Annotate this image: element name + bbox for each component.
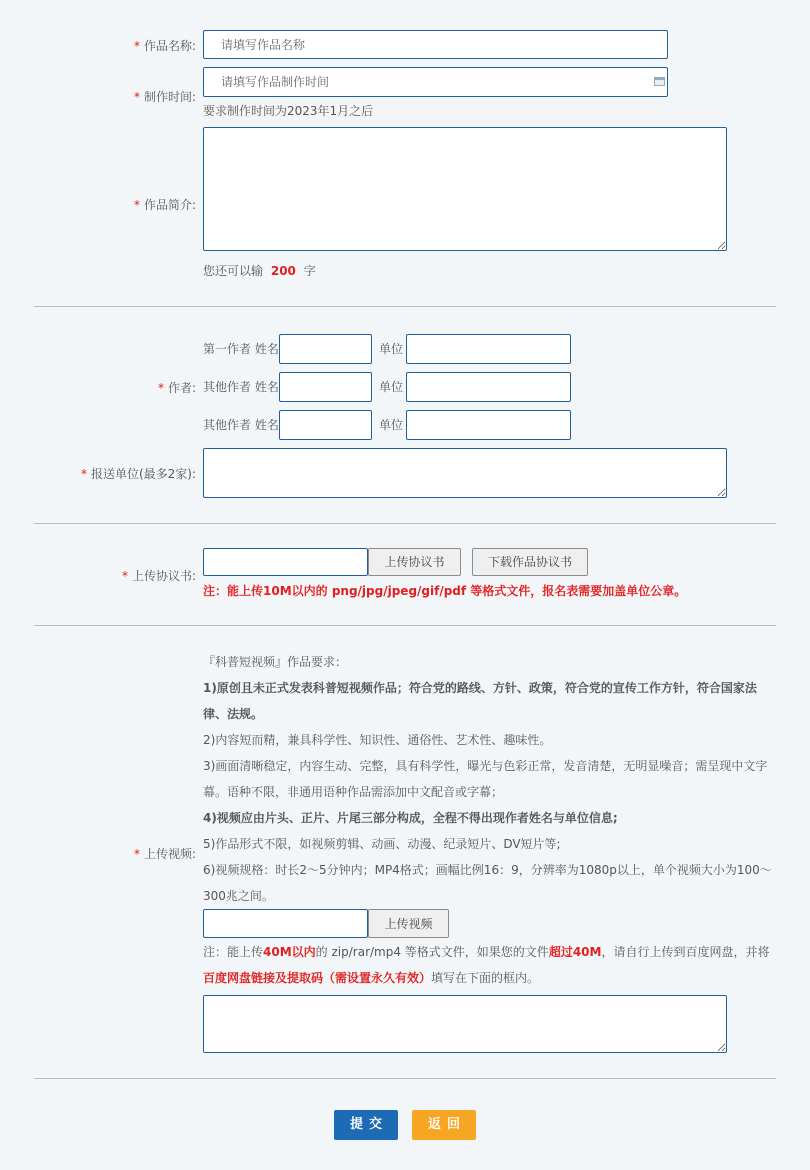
agreement-label: * 上传协议书: — [121, 569, 196, 583]
make-time-input[interactable] — [203, 67, 668, 97]
author-name-input[interactable] — [279, 372, 372, 402]
author-name-input[interactable] — [279, 410, 372, 440]
required-mark: * — [121, 569, 128, 583]
submit-button[interactable]: 提交 — [334, 1110, 398, 1140]
video-requirement-4: 4)视频应由片头、正片、片尾三部分构成，全程不得出现作者姓名与单位信息; — [203, 811, 618, 825]
author-name-input[interactable] — [279, 334, 372, 364]
make-time-hint: 要求制作时间为2023年1月之后 — [203, 104, 374, 118]
author-unit-input[interactable] — [406, 372, 571, 402]
back-button[interactable]: 返回 — [412, 1110, 476, 1140]
section-divider — [34, 523, 776, 524]
work-name-label: * 作品名称: — [133, 39, 196, 53]
section-divider — [34, 625, 776, 626]
video-requirement-2: 2)内容短而精，兼具科学性、知识性、通俗性、艺术性、趣味性。 — [203, 733, 552, 747]
author-name-label: 第一作者 姓名 — [203, 342, 279, 356]
intro-textarea[interactable] — [203, 127, 727, 251]
section-divider — [34, 306, 776, 307]
video-link-textarea[interactable] — [203, 995, 727, 1053]
authors-label: * 作者: — [157, 381, 196, 395]
upload-video-button[interactable]: 上传视频 — [368, 909, 449, 938]
work-name-input[interactable] — [203, 30, 668, 59]
required-mark: * — [157, 381, 164, 395]
required-mark: * — [80, 467, 87, 481]
video-requirement-1: 1)原创且未正式发表科普短视频作品；符合党的路线、方针、政策，符合党的宣传工作方针，符合国家法律、法规。 — [203, 681, 757, 721]
author-name-label: 其他作者 姓名 — [203, 418, 279, 432]
required-mark: * — [133, 198, 140, 212]
required-mark: * — [133, 39, 140, 53]
video-requirement-3: 3)画面清晰稳定，内容生动、完整，具有科学性，曝光与色彩正常，发音清楚，无明显噪音；需呈现中文字幕。语种不限，非通用语种作品需添加中文配音或字幕； — [203, 759, 768, 799]
video-note: 注：能上传40M以内的 zip/rar/mp4 等格式文件，如果您的文件超过40M，请自行上传到百度网盘，并将百度网盘链接及提取码（需设置永久有效）填写在下面的框内。 — [203, 945, 770, 985]
author-unit-label: 单位 — [379, 342, 404, 356]
required-mark: * — [133, 847, 140, 861]
video-requirement-5: 5)作品形式不限，如视频剪辑、动画、动漫、纪录短片、DV短片等; — [203, 837, 561, 851]
make-time-label: * 制作时间: — [133, 90, 196, 104]
submit-unit-textarea[interactable] — [203, 448, 727, 498]
author-unit-input[interactable] — [406, 334, 571, 364]
remain-count: 200 — [270, 264, 296, 278]
author-name-label: 其他作者 姓名 — [203, 380, 279, 394]
author-unit-input[interactable] — [406, 410, 571, 440]
agreement-file-input[interactable] — [203, 548, 368, 576]
required-mark: * — [133, 90, 140, 104]
video-label: * 上传视频: — [133, 847, 196, 861]
intro-label: * 作品简介: — [133, 198, 196, 212]
calendar-icon[interactable] — [654, 77, 665, 86]
agreement-note: 注：能上传10M以内的 png/jpg/jpeg/gif/pdf 等格式文件，报名表需要加盖单位公章。 — [203, 584, 687, 598]
intro-remain-hint: 您还可以输 200 字 — [203, 264, 316, 278]
author-unit-label: 单位 — [379, 418, 404, 432]
video-file-input[interactable] — [203, 909, 368, 938]
author-unit-label: 单位 — [379, 380, 404, 394]
section-divider — [34, 1078, 776, 1079]
download-agreement-button[interactable]: 下载作品协议书 — [472, 548, 588, 576]
submit-unit-label: * 报送单位(最多2家): — [80, 467, 196, 481]
video-requirement-6: 6)视频规格：时长2～5分钟内；MP4格式；画幅比例16：9，分辨率为1080p以上，单个视频大小为100～300兆之间。 — [203, 863, 772, 903]
video-requirements-title: 『科普短视频』作品要求： — [203, 655, 348, 669]
upload-agreement-button[interactable]: 上传协议书 — [368, 548, 461, 576]
